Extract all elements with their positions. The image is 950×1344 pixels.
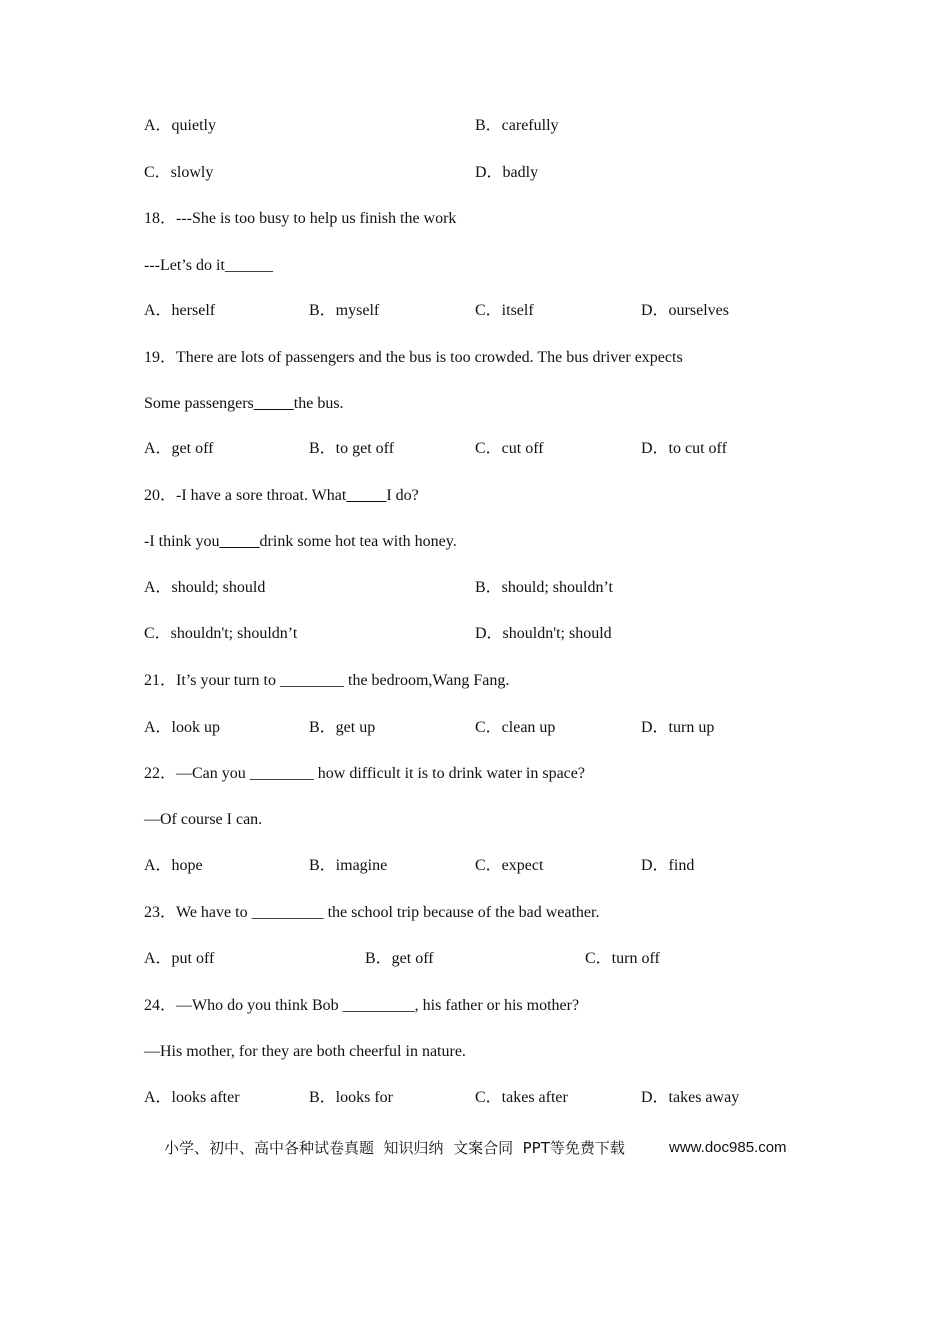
q21-option-b: B．get up [309,719,376,736]
q21-option-d: D．turn up [641,719,715,736]
q22-option-d: D．find [641,857,695,874]
q24-line2: —His mother, for they are both cheerful in nature. [144,1043,466,1060]
q20-option-d: D．shouldn't; should [475,625,612,642]
q22-line2: —Of course I can. [144,811,263,828]
q19-line2-post: the bus. [293,395,344,412]
q19-option-a: A．get off [144,440,214,457]
q24-option-d: D．takes away [641,1089,740,1106]
q24-stem: 24．—Who do you think Bob _________, his father or his mother? [144,997,580,1014]
q18-option-c: C．itself [475,302,534,319]
q19-option-c: C．cut off [475,440,544,457]
q20-stem-pre: 20．-I have a sore throat. What [144,487,347,504]
q22-option-b: B．imagine [309,857,388,874]
q20-option-c: C．shouldn't; shouldn’t [144,625,298,642]
q20-line2 [144,532,457,552]
q23-stem: 23．We have to _________ the school trip because of the bad weather. [144,904,600,921]
footer-url: www.doc985.com [669,1139,787,1156]
q20-stem [144,486,419,506]
q24-option-a: A．looks after [144,1089,240,1106]
q17-option-b: B．carefully [475,117,559,134]
q19-stem: 19．There are lots of passengers and the bus is too crowded. The bus driver expects [144,349,683,366]
q22-option-c: C．expect [475,857,544,874]
q23-option-b: B．get off [365,950,434,967]
q17-option-c: C．slowly [144,164,214,181]
q18-line2: ---Let’s do it______ [144,257,273,274]
q20-blank-1: _____ [346,487,387,504]
q20-stem-post: I do? [386,487,419,504]
footer-text: 小学、初中、高中各种试卷真题 知识归纳 文案合同 PPT等免费下载 [164,1139,625,1157]
q18-option-d: D．ourselves [641,302,729,319]
q23-option-c: C．turn off [585,950,660,967]
q24-option-b: B．looks for [309,1089,394,1106]
q23-option-a: A．put off [144,950,215,967]
q22-option-a: A．hope [144,857,203,874]
q20-line2-post: drink some hot tea with honey. [259,533,457,550]
q18-option-a: A．herself [144,302,216,319]
q19-option-b: B．to get off [309,440,395,457]
q20-blank-2: _____ [219,533,260,550]
q19-line2-pre: Some passengers [144,395,254,412]
q19-line2 [144,394,344,414]
q19-option-d: D．to cut off [641,440,727,457]
q21-option-c: C．clean up [475,719,556,736]
q21-stem: 21．It’s your turn to ________ the bedroom,Wang Fang. [144,672,510,689]
q17-option-a: A．quietly [144,117,216,134]
q24-option-c: C．takes after [475,1089,568,1106]
q18-stem: 18．---She is too busy to help us finish the work [144,210,457,227]
q17-option-d: D．badly [475,164,539,181]
q22-stem: 22．—Can you ________ how difficult it is to drink water in space? [144,765,585,782]
q20-line2-pre: -I think you [144,533,220,550]
q20-option-b: B．should; shouldn’t [475,579,613,596]
q19-blank: _____ [253,395,294,412]
q21-option-a: A．look up [144,719,221,736]
q20-option-a: A．should; should [144,579,266,596]
q18-option-b: B．myself [309,302,380,319]
